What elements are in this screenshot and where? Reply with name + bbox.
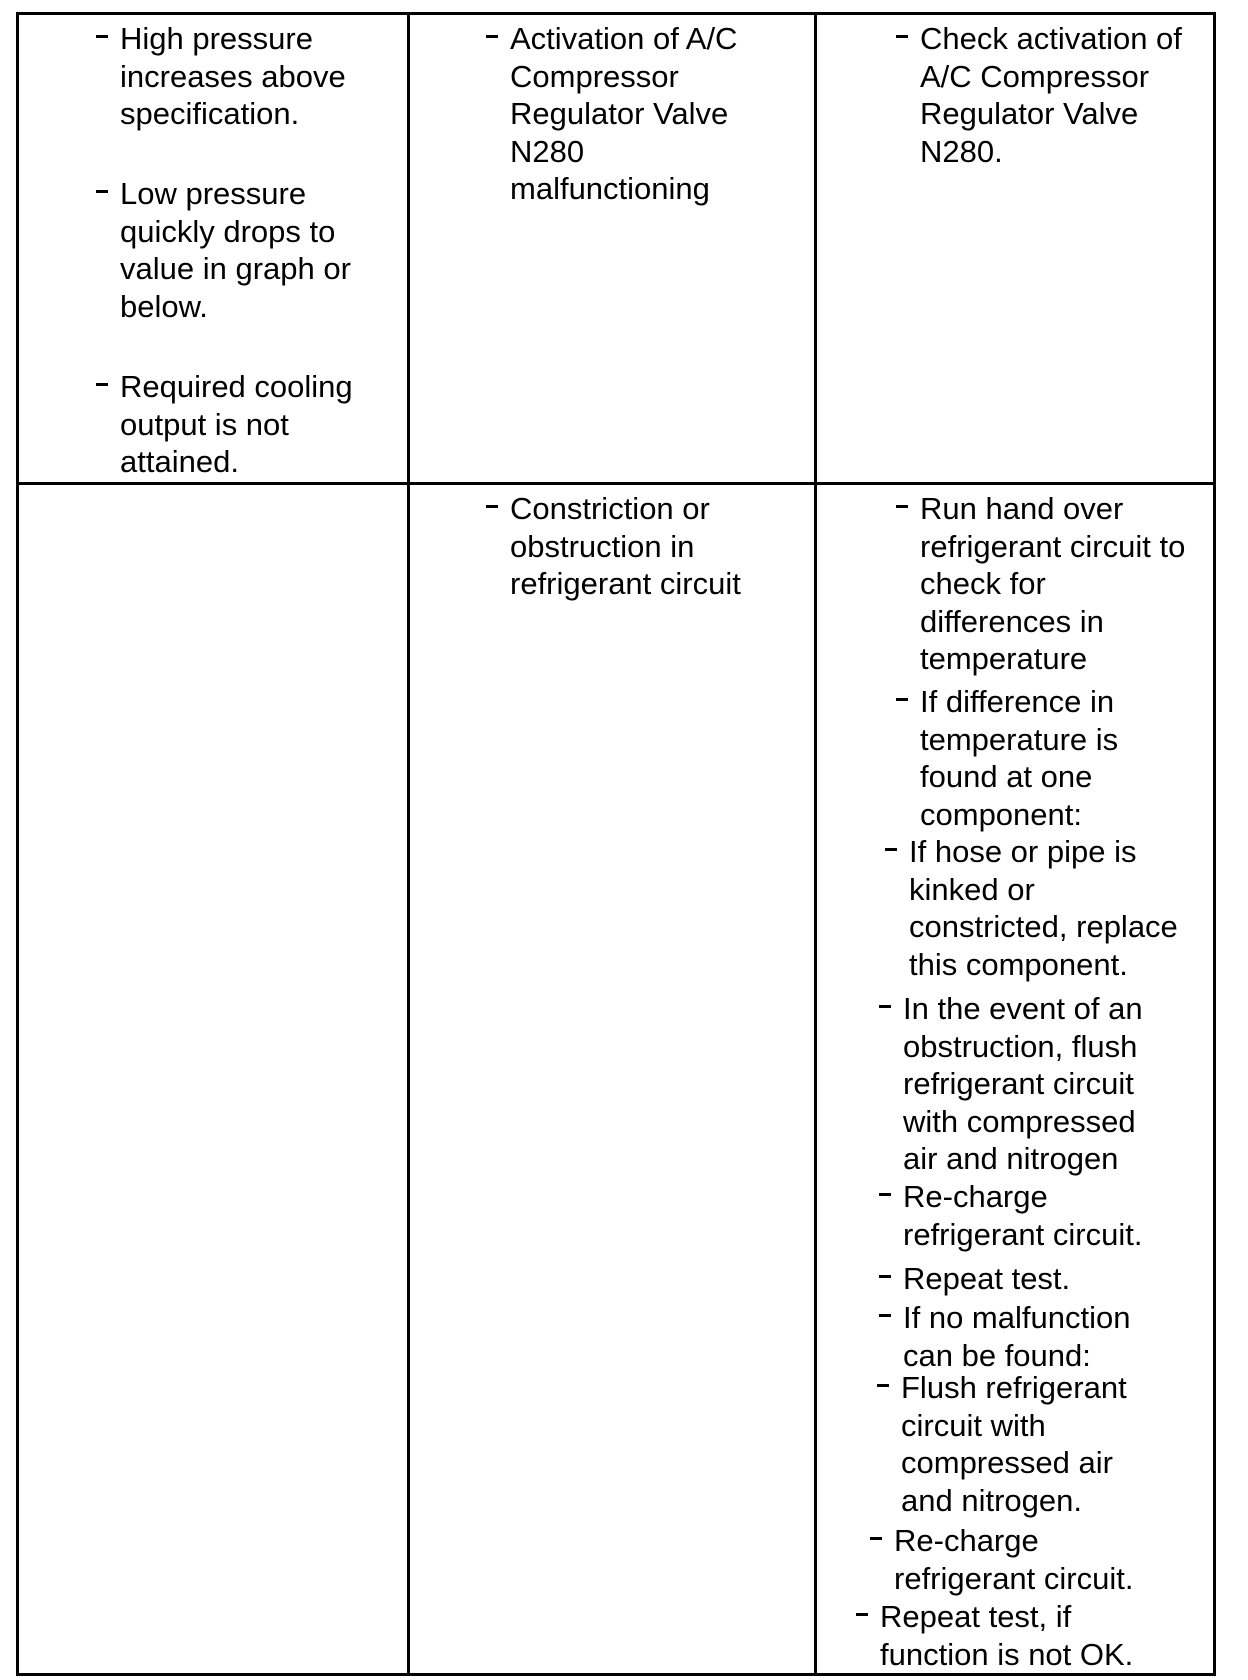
- bullet-dash: [96, 35, 108, 38]
- remedy-item: Run hand over refrigerant circuit to check for differences in temperature: [920, 491, 1186, 676]
- row-divider: [19, 482, 1213, 485]
- bullet-dash: [96, 190, 108, 193]
- bullet-dash: [879, 1275, 891, 1278]
- bullet-dash: [885, 848, 897, 851]
- remedy-item: If no malfunction can be found:: [903, 1300, 1131, 1373]
- column-divider-1: [407, 15, 410, 1673]
- symptom-item: Low pressure quickly drops to value in graph or below.: [120, 176, 351, 324]
- bullet-dash: [856, 1613, 868, 1616]
- bullet-dash: [896, 35, 908, 38]
- symptom-item: Required cooling output is not attained.: [120, 369, 353, 479]
- bullet-dash: [879, 1193, 891, 1196]
- bullet-dash: [879, 1314, 891, 1317]
- bullet-dash: [486, 505, 498, 508]
- cause-item: Activation of A/C Compressor Regulator Valve N280 malfunctioning: [510, 21, 738, 206]
- remedy-item: Re-charge refrigerant circuit.: [903, 1179, 1143, 1252]
- remedy-item: Re-charge refrigerant circuit.: [894, 1523, 1134, 1596]
- bullet-dash: [877, 1384, 889, 1387]
- remedy-item: Check activation of A/C Compressor Regulator Valve N280.: [920, 21, 1182, 169]
- remedy-item: Repeat test, if function is not OK.: [880, 1599, 1134, 1672]
- remedy-item: In the event of an obstruction, flush refrigerant circuit with compressed air and nitrogen: [903, 991, 1143, 1176]
- remedy-item: Flush refrigerant circuit with compressed air and nitrogen.: [901, 1370, 1127, 1518]
- column-divider-2: [814, 15, 817, 1673]
- remedy-item: Repeat test.: [903, 1261, 1071, 1296]
- bullet-dash: [96, 383, 108, 386]
- bullet-dash: [870, 1537, 882, 1540]
- remedy-item: If hose or pipe is kinked or constricted, replace this component.: [909, 834, 1178, 982]
- bullet-dash: [879, 1005, 891, 1008]
- cause-item: Constriction or obstruction in refrigerant circuit: [510, 491, 741, 601]
- bullet-dash: [486, 35, 498, 38]
- bullet-dash: [896, 698, 908, 701]
- symptom-item: High pressure increases above specification.: [120, 21, 346, 131]
- bullet-dash: [896, 505, 908, 508]
- remedy-item: If difference in temperature is found at one component:: [920, 684, 1119, 832]
